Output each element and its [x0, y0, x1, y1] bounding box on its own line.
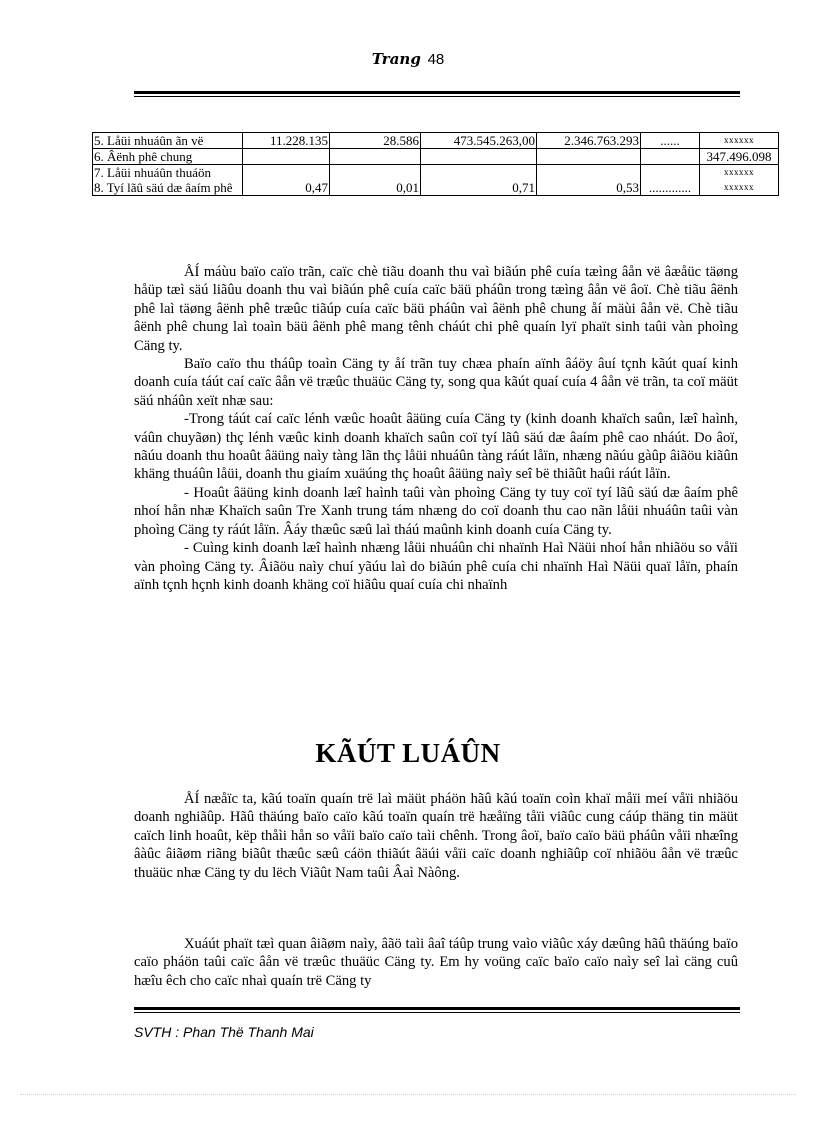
table-cell — [243, 165, 330, 181]
table-cell: ...... — [641, 133, 700, 149]
paragraph: Baïo caïo thu tháûp toaìn Cäng ty åí trãn tuy chæa phaín aïnh âáöy âuí tçnh kãút quaí kinh doanh cuía táút caí caïc âån vë træûc thuäüc Cäng ty, song qua kãút quaí cuía 4 âån vë trãn, ta coï mäüt säú nháûn xeït nhæ sau: — [134, 356, 738, 409]
report-table — [92, 132, 779, 196]
table-cell: 347.496.098 — [700, 149, 779, 165]
table-cell: 0,71 — [421, 180, 537, 196]
conclusion-intro — [134, 790, 738, 882]
table-row — [93, 149, 779, 165]
section-heading: KÃÚT LUÁÛN — [315, 738, 501, 768]
table-row — [93, 133, 779, 149]
table-cell: 2.346.763.293 — [537, 133, 641, 149]
conclusion-closing — [134, 935, 738, 990]
table-cell: xxxxxx — [700, 180, 779, 196]
table-cell — [537, 165, 641, 181]
table-row — [93, 165, 779, 181]
table-row — [93, 180, 779, 196]
table-cell — [641, 165, 700, 181]
paragraph: ÅÍ næåïc ta, kãú toaïn quaín trë laì mäüt pháön hãû kãú toaïn coìn khaï måïi meí våïi nhiãöu doanh nghiãûp. Hãû thäúng baïo caïo kãú toaïn quaín trë hæåïng tåïi viãûc cung cáúp thäng tin mäüt caïch linh hoaût, këp thåìi hån so våïi baïo caïo taìi chênh. Trong âoï, baïo caïo bäü pháûn våïi nhæîng âàûc âiãøm riãng biãût thæûc sæû cáön thiãút âäúi våïi caïc doanh nghiãûp coï nhiãöu âån vë træûc thuäüc nhæ Cäng ty du lëch Viãût Nam taûi Âaì Nàông. — [134, 791, 738, 881]
table-cell: 0,53 — [537, 180, 641, 196]
paragraph: - Hoaût âäüng kinh doanh læî haình taûi vàn phoìng Cäng ty tuy coï tyí lãû säú dæ âaím phê nhoí hån nhæ Khaïch saûn Tre Xanh trung tám nhæng do coï doanh thu cao nãn låüi nhuáûn taûi vàn phoìng Cäng ty ráút låïn. Âáy thæûc sæû laì tháú maûnh kinh doanh cuía Cäng ty. — [134, 484, 738, 538]
paragraph: -Trong táút caí caïc lénh væûc hoaût âäüng cuía Cäng ty (kinh doanh khaïch saûn, læî haình, váûn chuyãøn) thç lénh væûc kinh doanh khaïch saûn coï tyí lãû säú dæ âaím phê cao nháút. Do âoï, nãúu doanh thu hoaût âäüng naìy tàng lãn thç låüi nhuáûn tàng ráút låïn, nhæng nãúu gàûp âiãöu kiãûn khäng thuáûn låüi, doanh thu giaím xuäúng thç hoaût âäüng naìy seî bë thiãût haûi ráút låïn. — [134, 411, 738, 483]
table-cell — [537, 149, 641, 165]
table-cell — [421, 165, 537, 181]
page-number: 48 — [427, 51, 445, 68]
table-cell: 6. Âënh phê chung — [93, 149, 243, 165]
page-label: Trang — [371, 50, 421, 68]
table-cell: 28.586 — [330, 133, 421, 149]
table-cell: 0,01 — [330, 180, 421, 196]
table-cell: xxxxxx — [700, 133, 779, 149]
table-cell: 473.545.263,00 — [421, 133, 537, 149]
paragraph: - Cuìng kinh doanh læî haình nhæng låüi nhuáûn chi nhaïnh Haì Näüi nhoí hån nhiãöu so våïi vàn phoìng Cäng ty. Âiãöu naìy chuí yãúu laì do biãún phê cuía chi nhaïnh Haì Näüi quaï låïn, phaín aïnh tçnh hçnh kinh doanh khäng coï hiãûu quaí cuía chi nhaïnh — [134, 540, 738, 593]
table-cell: 7. Låüi nhuáûn thuáön — [93, 165, 243, 181]
table-cell: ............. — [641, 180, 700, 196]
table-cell — [641, 149, 700, 165]
table-cell: 11.228.135 — [243, 133, 330, 149]
table-cell — [330, 149, 421, 165]
table-cell — [243, 149, 330, 165]
paragraph: Xuáút phaït tæì quan âiãøm naìy, âãö taìi âaî táûp trung vaìo viãûc xáy dæûng hãû thäúng baïo caïo pháön taûi caïc âån vë træûc thuäüc Cäng ty. Em hy voüng caïc baïo caïo naìy seî laì cäng cuû hæîu êch cho caïc nhaì quaín trë Cäng ty — [134, 936, 738, 989]
table-cell: 0,47 — [243, 180, 330, 196]
footer-rule — [134, 1007, 740, 1013]
table-cell: 8. Tyí lãû säú dæ âaím phê — [93, 180, 243, 196]
table-cell: 5. Låüi nhuáûn ãn vë — [93, 133, 243, 149]
page-header — [0, 50, 816, 69]
paragraph: ÅÍ máùu baïo caïo trãn, caïc chè tiãu doanh thu vaì biãún phê cuía tæìng âån vë âæåüc täøng håüp tæì säú liãûu doanh thu vaì biãún phê cuía caïc bäü pháûn trong tæìng âån vë âoï. Chè tiãu âënh phê laì täøng âënh phê træûc tiãúp cuía caïc bäü pháûn vaì âënh phê chung åí mäùi âån vë. Chè tiãu âënh phê chung laì toaìn bäü âënh phê mang tênh cháút chi phê quaín lyï phaït sinh taûi vàn phoìng Cäng ty. — [134, 264, 738, 354]
table-cell: xxxxxx — [700, 165, 779, 181]
analysis-section — [134, 263, 738, 594]
header-rule — [134, 91, 740, 97]
page-edge-divider — [20, 1094, 796, 1095]
table-cell — [421, 149, 537, 165]
table-cell — [330, 165, 421, 181]
page-footer: SVTH : Phan Thë Thanh Mai — [134, 1024, 314, 1040]
